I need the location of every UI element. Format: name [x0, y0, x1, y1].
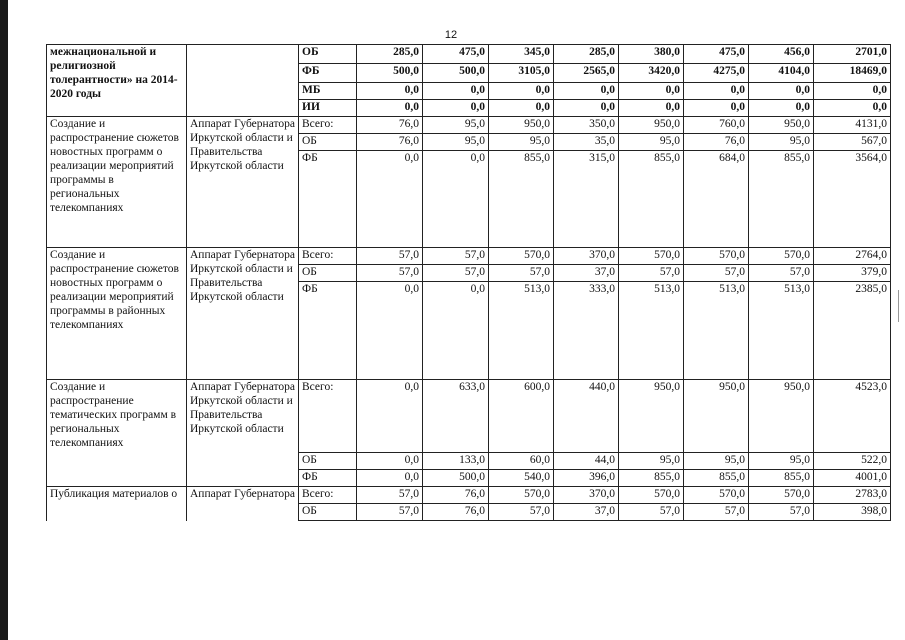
scan-left-edge: [0, 0, 8, 640]
activity-name: [47, 487, 187, 521]
executor-text: Аппарат Губернатора Иркутской области и Правительства Иркутской области: [190, 118, 295, 172]
year-value: 57,0: [489, 504, 554, 521]
table-row: [47, 487, 891, 504]
year-value: 76,0: [357, 117, 423, 134]
year-value: 0,0: [423, 83, 489, 100]
year-value: 333,0: [554, 282, 619, 380]
year-value: 95,0: [749, 134, 814, 151]
total-value: 4523,0: [814, 380, 891, 453]
executor: [187, 248, 299, 380]
year-value: 0,0: [489, 100, 554, 117]
year-value: 57,0: [357, 487, 423, 504]
executor-text: Аппарат Губернатора Иркутской области и Правительства Иркутской области: [190, 381, 295, 435]
activity-name: [47, 45, 187, 117]
year-value: 0,0: [423, 282, 489, 380]
year-value: 350,0: [554, 117, 619, 134]
year-value: 4275,0: [684, 64, 749, 83]
year-value: 540,0: [489, 470, 554, 487]
year-value: 0,0: [357, 151, 423, 248]
year-value: 855,0: [749, 151, 814, 248]
total-value: 567,0: [814, 134, 891, 151]
year-value: 570,0: [619, 248, 684, 265]
year-value: 133,0: [423, 453, 489, 470]
year-value: 855,0: [749, 470, 814, 487]
year-value: 76,0: [423, 504, 489, 521]
activity-name-text: Создание и распространение сюжетов новостных программ о реализации мероприятий программы в региональных телекомпаниях: [50, 118, 179, 214]
year-value: 57,0: [423, 248, 489, 265]
year-value: 0,0: [357, 380, 423, 453]
total-value: 3564,0: [814, 151, 891, 248]
year-value: 475,0: [684, 45, 749, 64]
year-value: 570,0: [684, 487, 749, 504]
year-value: 57,0: [357, 248, 423, 265]
activity-name-text: Создание и распространение сюжетов новостных программ о реализации мероприятий программы в районных телекомпаниях: [50, 249, 179, 331]
funding-source: ОБ: [299, 45, 357, 64]
year-value: 0,0: [684, 83, 749, 100]
year-value: 0,0: [357, 470, 423, 487]
year-value: 950,0: [749, 380, 814, 453]
year-value: 57,0: [749, 504, 814, 521]
executor-text: Аппарат Губернатора: [190, 488, 295, 500]
year-value: 950,0: [619, 380, 684, 453]
activity-name-text: Создание и распространение тематических программ в региональных телекомпаниях: [50, 381, 177, 449]
year-value: 570,0: [489, 248, 554, 265]
funding-source: ФБ: [299, 64, 357, 83]
year-value: 513,0: [489, 282, 554, 380]
total-value: 379,0: [814, 265, 891, 282]
page-number: 12: [444, 29, 458, 41]
total-value: 2385,0: [814, 282, 891, 380]
year-value: 500,0: [357, 64, 423, 83]
funding-source: ИИ: [299, 100, 357, 117]
table-row: [47, 248, 891, 265]
activity-name-text: Публикация материалов о: [50, 488, 178, 500]
funding-source: ОБ: [299, 265, 357, 282]
year-value: 570,0: [749, 487, 814, 504]
table-row: [47, 380, 891, 453]
year-value: 855,0: [684, 470, 749, 487]
year-value: 76,0: [684, 134, 749, 151]
year-value: 285,0: [554, 45, 619, 64]
year-value: 57,0: [423, 265, 489, 282]
activity-name: [47, 248, 187, 380]
year-value: 950,0: [749, 117, 814, 134]
year-value: 513,0: [684, 282, 749, 380]
year-value: 950,0: [619, 117, 684, 134]
year-value: 0,0: [357, 100, 423, 117]
year-value: 57,0: [684, 504, 749, 521]
activity-name-text: межнациональной и религиозной толерантности» на 2014-2020 годы: [50, 46, 178, 100]
year-value: 370,0: [554, 248, 619, 265]
year-value: 95,0: [423, 117, 489, 134]
year-value: 396,0: [554, 470, 619, 487]
year-value: 95,0: [749, 453, 814, 470]
year-value: 37,0: [554, 504, 619, 521]
year-value: 513,0: [619, 282, 684, 380]
funding-source: Всего:: [299, 248, 357, 265]
year-value: 500,0: [423, 470, 489, 487]
year-value: 60,0: [489, 453, 554, 470]
year-value: 513,0: [749, 282, 814, 380]
year-value: 600,0: [489, 380, 554, 453]
year-value: 95,0: [489, 134, 554, 151]
year-value: 475,0: [423, 45, 489, 64]
year-value: 570,0: [619, 487, 684, 504]
year-value: 2565,0: [554, 64, 619, 83]
year-value: 633,0: [423, 380, 489, 453]
year-value: 0,0: [684, 100, 749, 117]
total-value: 398,0: [814, 504, 891, 521]
total-value: 2783,0: [814, 487, 891, 504]
activity-name: [47, 117, 187, 248]
year-value: 44,0: [554, 453, 619, 470]
executor: [187, 45, 299, 117]
year-value: 95,0: [619, 134, 684, 151]
funding-source: ОБ: [299, 134, 357, 151]
year-value: 57,0: [619, 504, 684, 521]
year-value: 0,0: [554, 83, 619, 100]
year-value: 57,0: [489, 265, 554, 282]
year-value: 345,0: [489, 45, 554, 64]
table-row: [47, 45, 891, 64]
year-value: 0,0: [423, 151, 489, 248]
total-value: 0,0: [814, 100, 891, 117]
year-value: 0,0: [554, 100, 619, 117]
year-value: 57,0: [749, 265, 814, 282]
year-value: 0,0: [619, 100, 684, 117]
year-value: 456,0: [749, 45, 814, 64]
year-value: 3105,0: [489, 64, 554, 83]
year-value: 855,0: [489, 151, 554, 248]
executor: [187, 380, 299, 487]
year-value: 950,0: [489, 117, 554, 134]
year-value: 684,0: [684, 151, 749, 248]
year-value: 855,0: [619, 151, 684, 248]
total-value: 0,0: [814, 83, 891, 100]
year-value: 0,0: [357, 282, 423, 380]
year-value: 57,0: [357, 265, 423, 282]
year-value: 760,0: [684, 117, 749, 134]
activity-name: [47, 380, 187, 487]
total-value: 4001,0: [814, 470, 891, 487]
year-value: 76,0: [357, 134, 423, 151]
year-value: 57,0: [357, 504, 423, 521]
year-value: 855,0: [619, 470, 684, 487]
year-value: 4104,0: [749, 64, 814, 83]
year-value: 370,0: [554, 487, 619, 504]
year-value: 95,0: [684, 453, 749, 470]
funding-source: Всего:: [299, 487, 357, 504]
year-value: 570,0: [684, 248, 749, 265]
year-value: 35,0: [554, 134, 619, 151]
year-value: 440,0: [554, 380, 619, 453]
executor: [187, 487, 299, 521]
funding-source: ФБ: [299, 470, 357, 487]
year-value: 76,0: [423, 487, 489, 504]
total-value: 2764,0: [814, 248, 891, 265]
year-value: 95,0: [423, 134, 489, 151]
year-value: 315,0: [554, 151, 619, 248]
year-value: 0,0: [357, 83, 423, 100]
total-value: 18469,0: [814, 64, 891, 83]
year-value: 37,0: [554, 265, 619, 282]
scan-right-mark: [898, 290, 899, 322]
total-value: 522,0: [814, 453, 891, 470]
year-value: 57,0: [619, 265, 684, 282]
year-value: 0,0: [749, 100, 814, 117]
total-value: 4131,0: [814, 117, 891, 134]
year-value: 0,0: [357, 453, 423, 470]
year-value: 0,0: [489, 83, 554, 100]
year-value: 3420,0: [619, 64, 684, 83]
year-value: 380,0: [619, 45, 684, 64]
executor: [187, 117, 299, 248]
total-value: 2701,0: [814, 45, 891, 64]
year-value: 57,0: [684, 265, 749, 282]
year-value: 950,0: [684, 380, 749, 453]
funding-source: ОБ: [299, 453, 357, 470]
funding-source: ФБ: [299, 282, 357, 380]
funding-source: Всего:: [299, 117, 357, 134]
funding-source: Всего:: [299, 380, 357, 453]
year-value: 570,0: [489, 487, 554, 504]
funding-source: МБ: [299, 83, 357, 100]
year-value: 95,0: [619, 453, 684, 470]
budget-table: [46, 44, 891, 521]
year-value: 285,0: [357, 45, 423, 64]
year-value: 0,0: [749, 83, 814, 100]
table-row: [47, 117, 891, 134]
year-value: 0,0: [619, 83, 684, 100]
funding-source: ФБ: [299, 151, 357, 248]
funding-source: ОБ: [299, 504, 357, 521]
year-value: 0,0: [423, 100, 489, 117]
executor-text: Аппарат Губернатора Иркутской области и Правительства Иркутской области: [190, 249, 295, 303]
year-value: 500,0: [423, 64, 489, 83]
year-value: 570,0: [749, 248, 814, 265]
